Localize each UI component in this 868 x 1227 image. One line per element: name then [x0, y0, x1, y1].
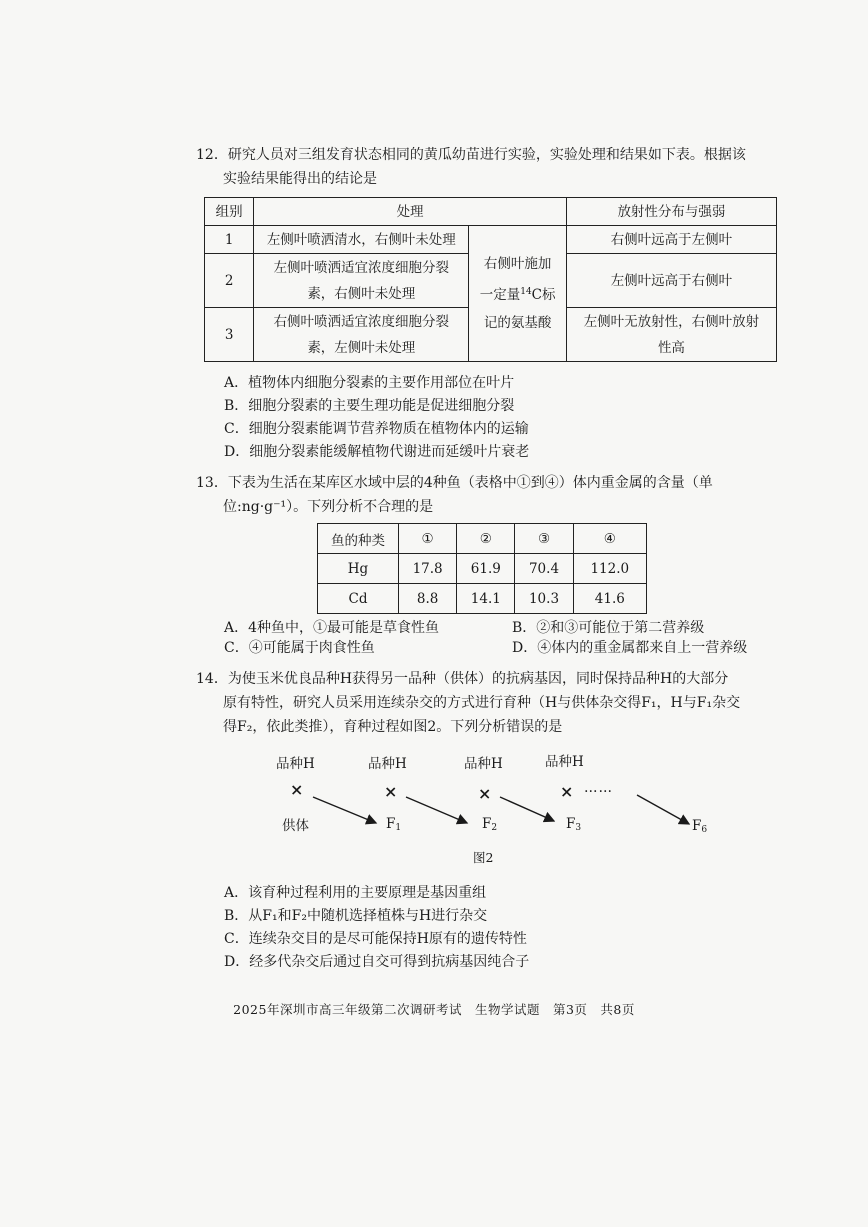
q13-cd-2: 14.1: [457, 584, 515, 614]
fig-parent-h-4: 品种H: [545, 754, 584, 770]
q14-stem-line3: 得F₂，依此类推），育种过程如图2。下列分析错误的是: [223, 719, 563, 735]
fig-f3: $F_3$: [566, 816, 582, 833]
q14-option-a: A．该育种过程利用的主要原理是基因重组: [224, 885, 487, 901]
q14-stem-line1: 为使玉米优良品种H获得另一品种（供体）的抗病基因，同时保持品种H的大部分: [227, 671, 729, 687]
q12-row2-group: 2: [205, 254, 254, 308]
q14-stem-line2: 原有特性，研究人员采用连续杂交的方式进行育种（H与供体杂交得F₁，H与F₁杂交: [223, 695, 741, 711]
q12-row1-result: 右侧叶远高于左侧叶: [566, 226, 776, 254]
fig-caption: 图2: [473, 850, 494, 865]
page-footer: 2025年深圳市高三年级第二次调研考试 生物学试题 第3页 共8页: [233, 1002, 635, 1017]
q13-number: 13．: [196, 475, 228, 491]
arrow-2: [406, 797, 467, 823]
fig-cross-4: ×: [560, 782, 574, 801]
q13-header-species: 鱼的种类: [318, 524, 399, 554]
q13-hg-label: Hg: [318, 554, 399, 584]
fig-f1: $F_1$: [386, 816, 402, 833]
q12-row2-result: 左侧叶远高于右侧叶: [566, 254, 776, 308]
arrow-3: [500, 797, 554, 821]
q13-cd-4: 41.6: [573, 584, 646, 614]
q12-header-result: 放射性分布与强弱: [566, 198, 776, 226]
q13-cd-3: 10.3: [515, 584, 573, 614]
q13-option-b: B．②和③可能位于第二营养级: [512, 620, 705, 636]
q14-option-d: D．经多代杂交后通过自交可得到抗病基因纯合子: [224, 954, 530, 970]
arrow-1: [313, 797, 376, 823]
q13-cd-1: 8.8: [399, 584, 457, 614]
q12-header-group: 组别: [205, 198, 254, 226]
q12-option-b: B．细胞分裂素的主要生理功能是促进细胞分裂: [224, 398, 515, 414]
q12-common-treatment: 右侧叶施加 一定量$^{14}$C标 记的氨基酸: [469, 226, 567, 362]
q12-option-d: D．细胞分裂素能缓解植物代谢进而延缓叶片衰老: [224, 444, 530, 460]
q14-option-c: C．连续杂交目的是尽可能保持H原有的遗传特性: [224, 931, 527, 947]
q13-cd-label: Cd: [318, 584, 399, 614]
q13-hg-1: 17.8: [399, 554, 457, 584]
q12-row1-group: 1: [205, 226, 254, 254]
q13-stem-line1: 下表为生活在某库区水域中层的4种鱼（表格中①到④）体内重金属的含量（单: [227, 475, 713, 491]
fig-f2: $F_2$: [482, 816, 498, 833]
q12-row3-result: 左侧叶无放射性，右侧叶放射 性高: [566, 308, 776, 362]
fig-parent-h-2: 品种H: [368, 756, 407, 772]
q12-row3-treatment: 右侧叶喷洒适宜浓度细胞分裂 素，左侧叶未处理: [254, 308, 469, 362]
q12-option-c: C．细胞分裂素能调节营养物质在植物体内的运输: [224, 421, 529, 437]
q12-stem-line1: 研究人员对三组发育状态相同的黄瓜幼苗进行实验，实验处理和结果如下表。根据该: [227, 147, 746, 163]
fig-cross-1: ×: [290, 780, 304, 799]
fig-parent-h-1: 品种H: [276, 756, 315, 772]
fig-parent-h-3: 品种H: [464, 756, 503, 772]
q13-hg-2: 61.9: [457, 554, 515, 584]
q13-header-4: ④: [573, 524, 646, 554]
q13-hg-4: 112.0: [573, 554, 646, 584]
fig-cross-3: ×: [478, 784, 492, 803]
q12-row2-treatment: 左侧叶喷洒适宜浓度细胞分裂 素，右侧叶未处理: [254, 254, 469, 308]
q12-row1-treatment: 左侧叶喷洒清水，右侧叶未处理: [254, 226, 469, 254]
q13-hg-3: 70.4: [515, 554, 573, 584]
q13-header-2: ②: [457, 524, 515, 554]
q13-header-1: ①: [399, 524, 457, 554]
q13-option-c: C．④可能属于肉食性鱼: [224, 640, 375, 656]
fig-cross-2: ×: [384, 782, 398, 801]
fig-dots: ……: [584, 780, 613, 796]
q12-header-treatment: 处理: [254, 198, 567, 226]
q14-number: 14．: [196, 671, 228, 687]
q13-header-3: ③: [515, 524, 573, 554]
q13-option-d: D．④体内的重金属都来自上一营养级: [512, 640, 748, 656]
arrow-4: [637, 795, 689, 824]
fig-donor: 供体: [282, 818, 309, 834]
q12-number: 12．: [196, 147, 228, 163]
q14-option-b: B．从F₁和F₂中随机选择植株与H进行杂交: [224, 908, 488, 924]
q13-option-a: A．4种鱼中，①最可能是草食性鱼: [224, 620, 440, 636]
q12-option-a: A．植物体内细胞分裂素的主要作用部位在叶片: [224, 375, 515, 391]
fig-f6: $F_6$: [692, 818, 708, 835]
q13-stem-line2: 位:ng·g⁻¹）。下列分析不合理的是: [223, 499, 434, 515]
q12-row3-group: 3: [205, 308, 254, 362]
q12-stem-line2: 实验结果能得出的结论是: [223, 171, 377, 187]
